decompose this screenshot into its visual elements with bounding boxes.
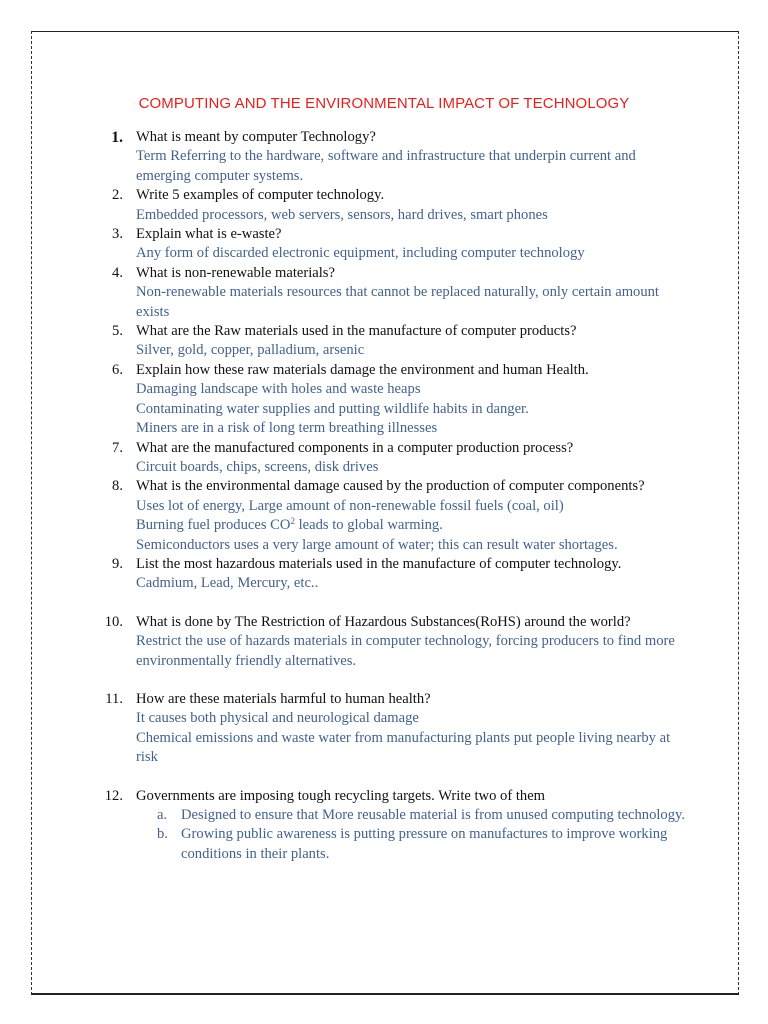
qa-item-12 — [0, 787, 768, 865]
qa-item-9 — [0, 555, 768, 594]
answer: Damaging landscape with holes and waste heaps — [136, 381, 421, 398]
answer: Semiconductors uses a very large amount of water; this can result water shortages. — [136, 536, 618, 553]
answer: Term Referring to the hardware, software and infrastructure that underpin current and emerging computer systems. — [136, 148, 636, 184]
question: What is non-renewable materials? — [136, 264, 335, 281]
question: Governments are imposing tough recycling targets. Write two of them — [136, 787, 546, 804]
spacer — [0, 768, 768, 787]
answer: Chemical emissions and waste water from manufacturing plants put people living nearby at risk — [136, 729, 671, 766]
answer: Embedded processors, web servers, sensors, hard drives, smart phones — [136, 206, 548, 223]
sub-answer-label: b. — [157, 826, 168, 843]
spacer — [0, 594, 768, 613]
answer: It causes both physical and neurological damage — [136, 710, 419, 727]
answer: Circuit boards, chips, screens, disk drives — [136, 458, 379, 475]
question: What is the environmental damage caused by the production of computer components? — [136, 478, 645, 495]
answer: Silver, gold, copper, palladium, arsenic — [136, 342, 365, 359]
question: Write 5 examples of computer technology. — [136, 187, 385, 204]
item-number: 10. — [104, 613, 123, 630]
qa-item-3 — [0, 225, 768, 264]
question: What are the manufactured components in a computer production process? — [136, 439, 574, 456]
qa-list — [0, 128, 768, 864]
item-number: 5. — [112, 323, 123, 340]
answer-co2-before: Burning fuel produces CO — [136, 517, 291, 534]
question: What is done by The Restriction of Hazardous Substances(RoHS) around the world? — [136, 613, 631, 630]
answer: Uses lot of energy, Large amount of non-renewable fossil fuels (coal, oil) — [136, 497, 564, 514]
item-number: 8. — [112, 478, 123, 495]
qa-item-7 — [0, 439, 768, 478]
item-number: 2. — [112, 187, 123, 204]
sub-answer-text: Designed to ensure that More reusable material is from unused computing technology. — [181, 807, 686, 823]
qa-item-10 — [0, 613, 768, 671]
item-number: 3. — [112, 226, 123, 243]
item-number: 6. — [112, 361, 123, 378]
question: Explain what is e-waste? — [136, 226, 282, 243]
answer: Restrict the use of hazards materials in computer technology, forcing producers to find more environmentally friendly alternatives. — [136, 633, 675, 669]
page-title: COMPUTING AND THE ENVIRONMENTAL IMPACT OF TECHNOLOGY — [138, 95, 630, 112]
question: How are these materials harmful to human health? — [136, 690, 431, 707]
item-number: 12. — [104, 787, 123, 804]
item-number: 7. — [112, 439, 123, 456]
qa-item-4 — [0, 264, 768, 322]
sub-answer-label: a. — [157, 807, 168, 823]
answer-co2-after: leads to global warming. — [294, 517, 443, 534]
answer: Contaminating water supplies and putting wildlife habits in danger. — [136, 400, 529, 417]
answer: Any form of discarded electronic equipment, including computer technology — [136, 245, 585, 262]
spacer — [0, 671, 768, 690]
qa-item-2 — [0, 186, 768, 225]
question: What is meant by computer Technology? — [136, 129, 376, 145]
sub-answer-text: Growing public awareness is putting pressure on manufactures to improve working conditions in their plants. — [181, 826, 668, 862]
qa-item-6 — [0, 361, 768, 439]
answer: Cadmium, Lead, Mercury, etc.. — [136, 575, 319, 592]
sub-answer-a — [136, 806, 688, 825]
answer: Miners are in a risk of long term breathing illnesses — [136, 420, 438, 437]
item-number: 1. — [111, 129, 123, 146]
qa-item-8 — [0, 477, 768, 555]
item-number: 9. — [112, 555, 123, 572]
question: What are the Raw materials used in the manufacture of computer products? — [136, 323, 577, 340]
qa-item-5 — [0, 322, 768, 361]
question: List the most hazardous materials used in the manufacture of computer technology. — [136, 555, 622, 572]
answer: Non-renewable materials resources that cannot be replaced naturally, only certain amount exists — [136, 284, 659, 320]
qa-item-11 — [0, 690, 768, 768]
item-number: 4. — [112, 264, 123, 281]
sub-answer-b — [136, 825, 688, 864]
answer-co2 — [136, 516, 688, 535]
answer-co2-sup: 2 — [290, 516, 295, 527]
item-number: 11. — [105, 690, 123, 707]
qa-item-1 — [0, 128, 768, 186]
question: Explain how these raw materials damage the environment and human Health. — [136, 361, 589, 378]
